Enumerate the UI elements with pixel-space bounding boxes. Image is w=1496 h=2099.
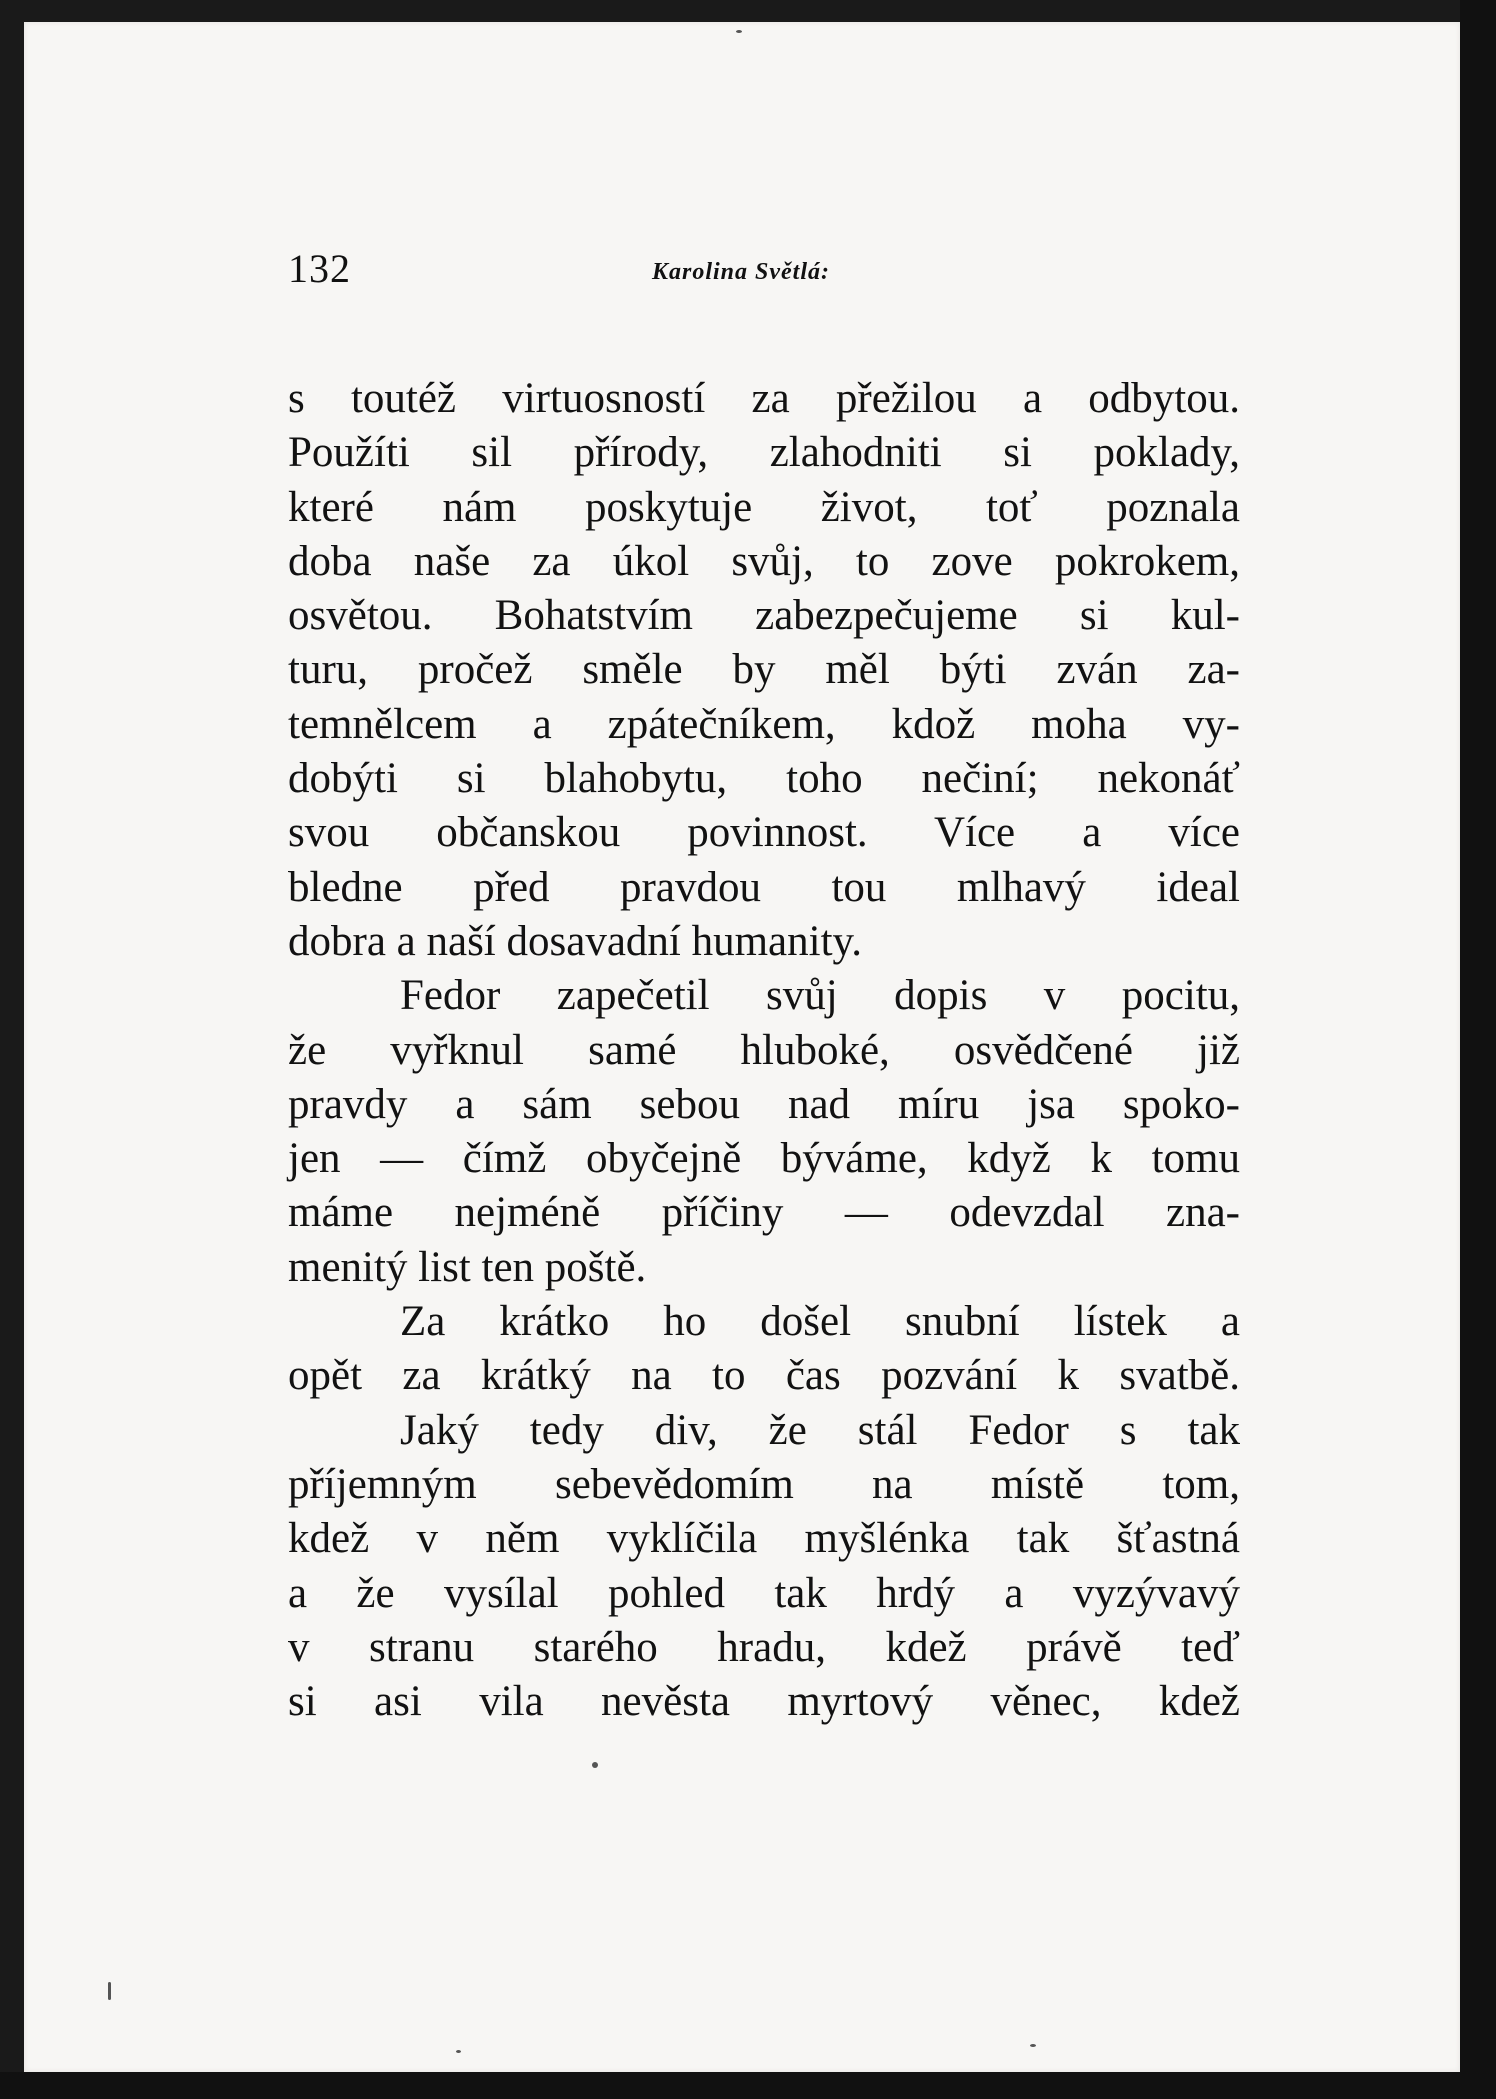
- page-number: 132: [288, 246, 351, 291]
- text-line: Za krátko ho došel snubní lístek a: [400, 1298, 1240, 1346]
- text-line: temnělcem a zpátečníkem, kdož moha vy-: [288, 700, 1240, 748]
- body-text: [288, 372, 1240, 1729]
- scan-speck: [456, 2050, 461, 2053]
- text-line: opět za krátký na to čas pozvání k svatbě.: [288, 1352, 1240, 1400]
- scan-edge-bottom: [0, 2072, 1496, 2099]
- text-line: turu, pročež směle by měl býti zván za-: [288, 646, 1240, 694]
- text-line: jen — čímž obyčejně býváme, když k tomu: [288, 1135, 1240, 1183]
- text-line: osvětou. Bohatstvím zabezpečujeme si kul-: [288, 592, 1240, 640]
- text-line: máme nejméně příčiny — odevzdal zna-: [288, 1189, 1240, 1237]
- text-line: dobýti si blahobytu, toho nečiní; nekonáť: [288, 755, 1240, 803]
- text-line: menitý list ten poště.: [288, 1243, 647, 1291]
- text-line: si asi vila nevěsta myrtový věnec, kdež: [288, 1678, 1240, 1726]
- text-line: bledne před pravdou tou mlhavý ideal: [288, 863, 1240, 911]
- text-line: doba naše za úkol svůj, to zove pokrokem,: [288, 537, 1240, 585]
- scan-speck: [736, 30, 742, 33]
- scan-speck: [108, 1982, 111, 2000]
- text-line: svou občanskou povinnost. Více a více: [288, 809, 1240, 857]
- scan-edge-right: [1460, 0, 1496, 2099]
- text-line: dobra a naší dosavadní humanity.: [288, 917, 862, 965]
- scan-speck: [1030, 2044, 1036, 2047]
- text-line: a že vysílal pohled tak hrdý a vyzývavý: [288, 1569, 1240, 1617]
- text-line: pravdy a sám sebou nad míru jsa spoko-: [288, 1080, 1240, 1128]
- text-line: Použíti sil přírody, zlahodniti si poklady,: [288, 429, 1240, 477]
- text-line: že vyřknul samé hluboké, osvědčené již: [288, 1026, 1240, 1074]
- text-line: příjemným sebevědomím na místě tom,: [288, 1460, 1240, 1508]
- text-line: s toutéž virtuosností za přežilou a odbytou.: [288, 375, 1240, 422]
- page-header: [0, 245, 1496, 305]
- text-line: Fedor zapečetil svůj dopis v pocitu,: [400, 972, 1240, 1020]
- text-line: které nám poskytuje život, toť poznala: [288, 483, 1240, 531]
- text-line: Jaký tedy div, že stál Fedor s tak: [400, 1406, 1240, 1454]
- text-line: v stranu starého hradu, kdež právě teď: [288, 1623, 1240, 1671]
- scan-speck: [592, 1762, 598, 1768]
- text-line: kdež v něm vyklíčila myšlénka tak šťastná: [288, 1515, 1240, 1563]
- running-head: Karolina Světlá:: [652, 259, 831, 285]
